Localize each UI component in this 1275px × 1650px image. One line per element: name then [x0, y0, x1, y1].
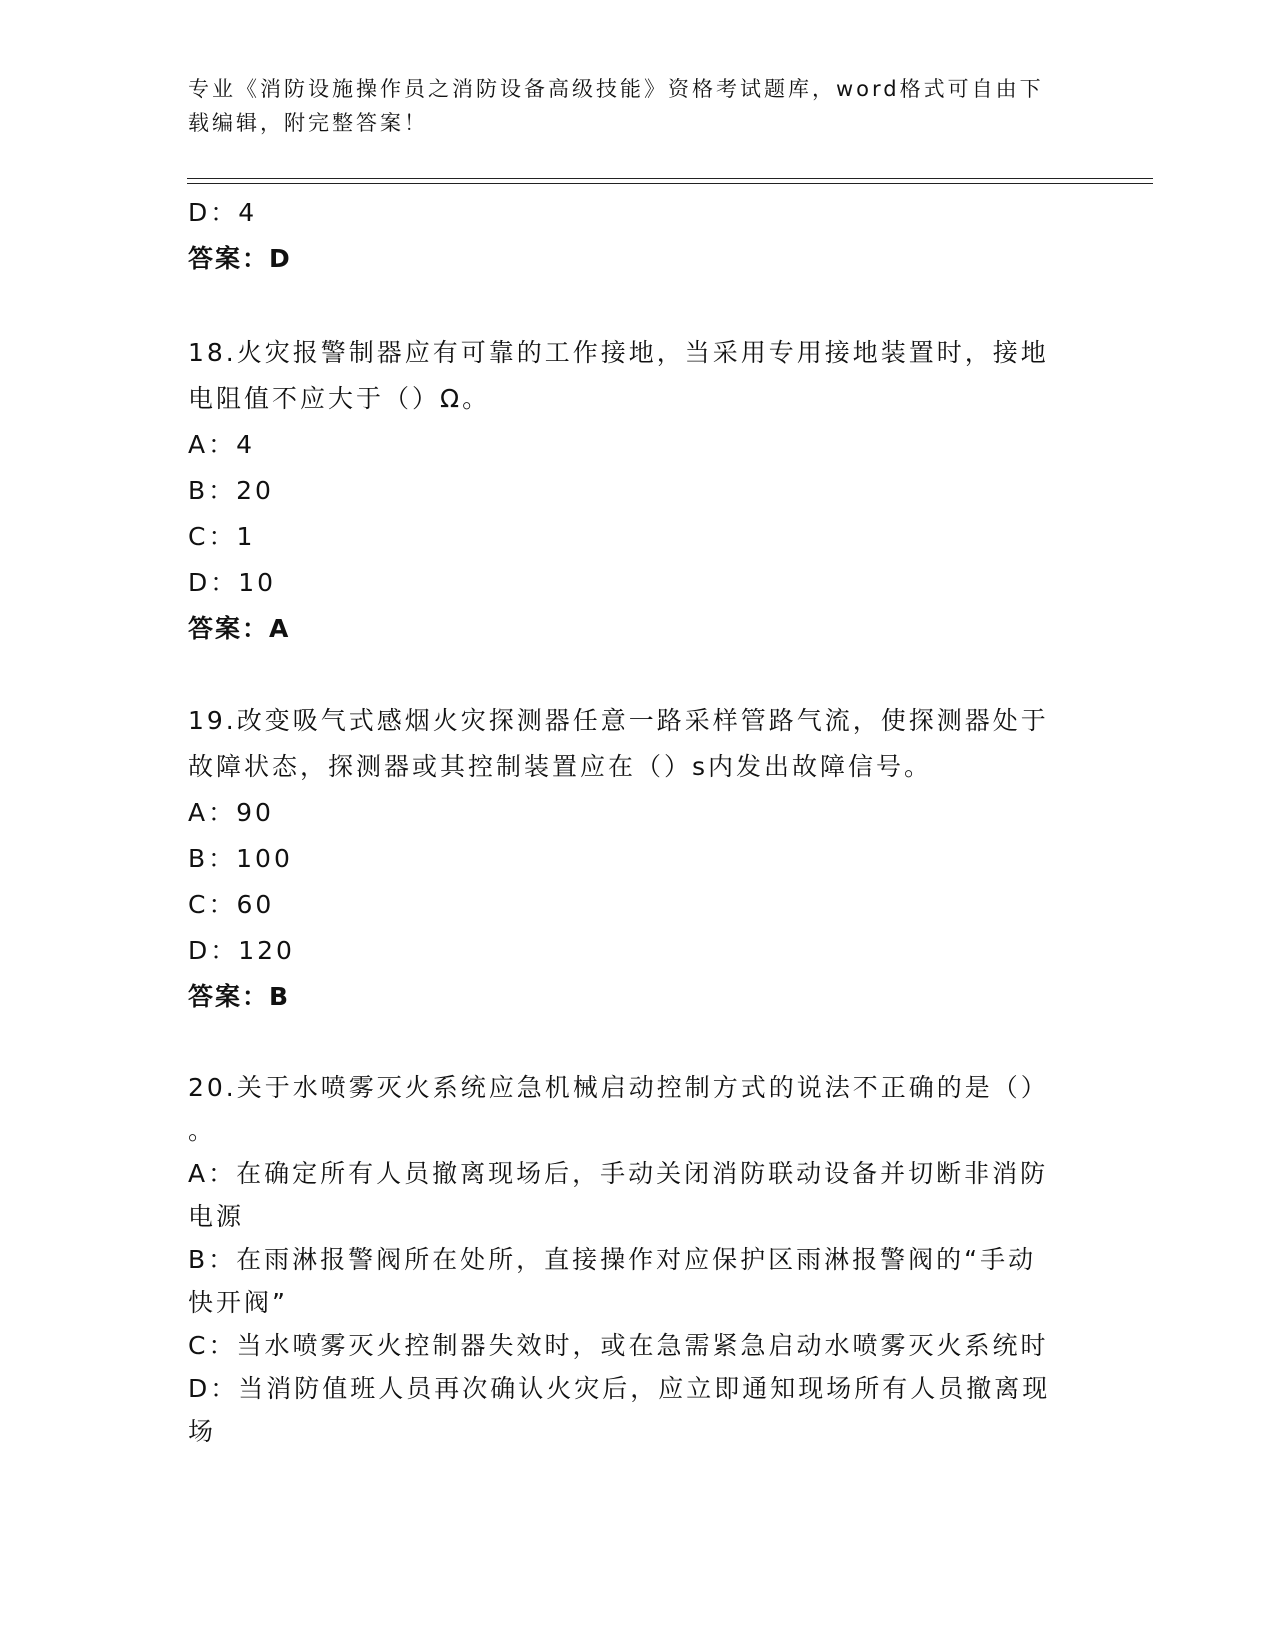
option-a: A：90 — [188, 798, 274, 827]
question-stem: 20.关于水喷雾灭火系统应急机械启动控制方式的说法不正确的是（） — [188, 1073, 1049, 1102]
previous-question-tail — [188, 190, 1088, 281]
spacer — [188, 281, 1088, 330]
question-stem: 19.改变吸气式感烟火灾探测器任意一路采样管路气流，使探测器处于 — [188, 706, 1049, 735]
option-d: D：当消防值班人员再次确认火灾后，应立即通知现场所有人员撤离现 — [188, 1374, 1051, 1403]
answer-line: 答案：D — [188, 244, 292, 273]
question-18 — [188, 330, 1088, 651]
question-stem: 。 — [188, 1116, 217, 1145]
question-20 — [188, 1066, 1088, 1453]
option-b: B：100 — [188, 844, 293, 873]
header-divider-top — [187, 178, 1153, 179]
answer-line: 答案：A — [188, 614, 291, 643]
document-body — [188, 190, 1088, 1453]
question-stem: 电阻值不应大于（）Ω。 — [188, 384, 491, 413]
question-19 — [188, 698, 1088, 1019]
question-stem: 18.火灾报警制器应有可靠的工作接地，当采用专用接地装置时，接地 — [188, 338, 1049, 367]
spacer — [188, 651, 1088, 698]
answer-line: 答案：B — [188, 982, 291, 1011]
option-a: A：在确定所有人员撤离现场后，手动关闭消防联动设备并切断非消防 — [188, 1159, 1049, 1188]
header-line-2: 载编辑，附完整答案！ — [188, 111, 428, 135]
option-a: A：4 — [188, 430, 256, 459]
option-c: C：1 — [188, 522, 256, 551]
document-header — [188, 72, 1078, 140]
spacer — [188, 1019, 1088, 1066]
option-c: C：当水喷雾灭火控制器失效时，或在急需紧急启动水喷雾灭火系统时 — [188, 1331, 1049, 1360]
option-d-continued: 场 — [188, 1417, 217, 1446]
option-c: C：60 — [188, 890, 275, 919]
option-d: D：4 — [188, 198, 258, 227]
option-a-continued: 电源 — [188, 1202, 245, 1231]
option-b: B：在雨淋报警阀所在处所，直接操作对应保护区雨淋报警阀的“手动 — [188, 1245, 1037, 1274]
option-d: D：10 — [188, 568, 277, 597]
option-d: D：120 — [188, 936, 295, 965]
option-b: B：20 — [188, 476, 274, 505]
header-line-1: 专业《消防设施操作员之消防设备高级技能》资格考试题库，word格式可自由下 — [188, 77, 1044, 101]
header-divider-bottom — [187, 183, 1153, 184]
question-stem: 故障状态，探测器或其控制装置应在（）s内发出故障信号。 — [188, 752, 933, 781]
option-b-continued: 快开阀” — [188, 1288, 288, 1317]
